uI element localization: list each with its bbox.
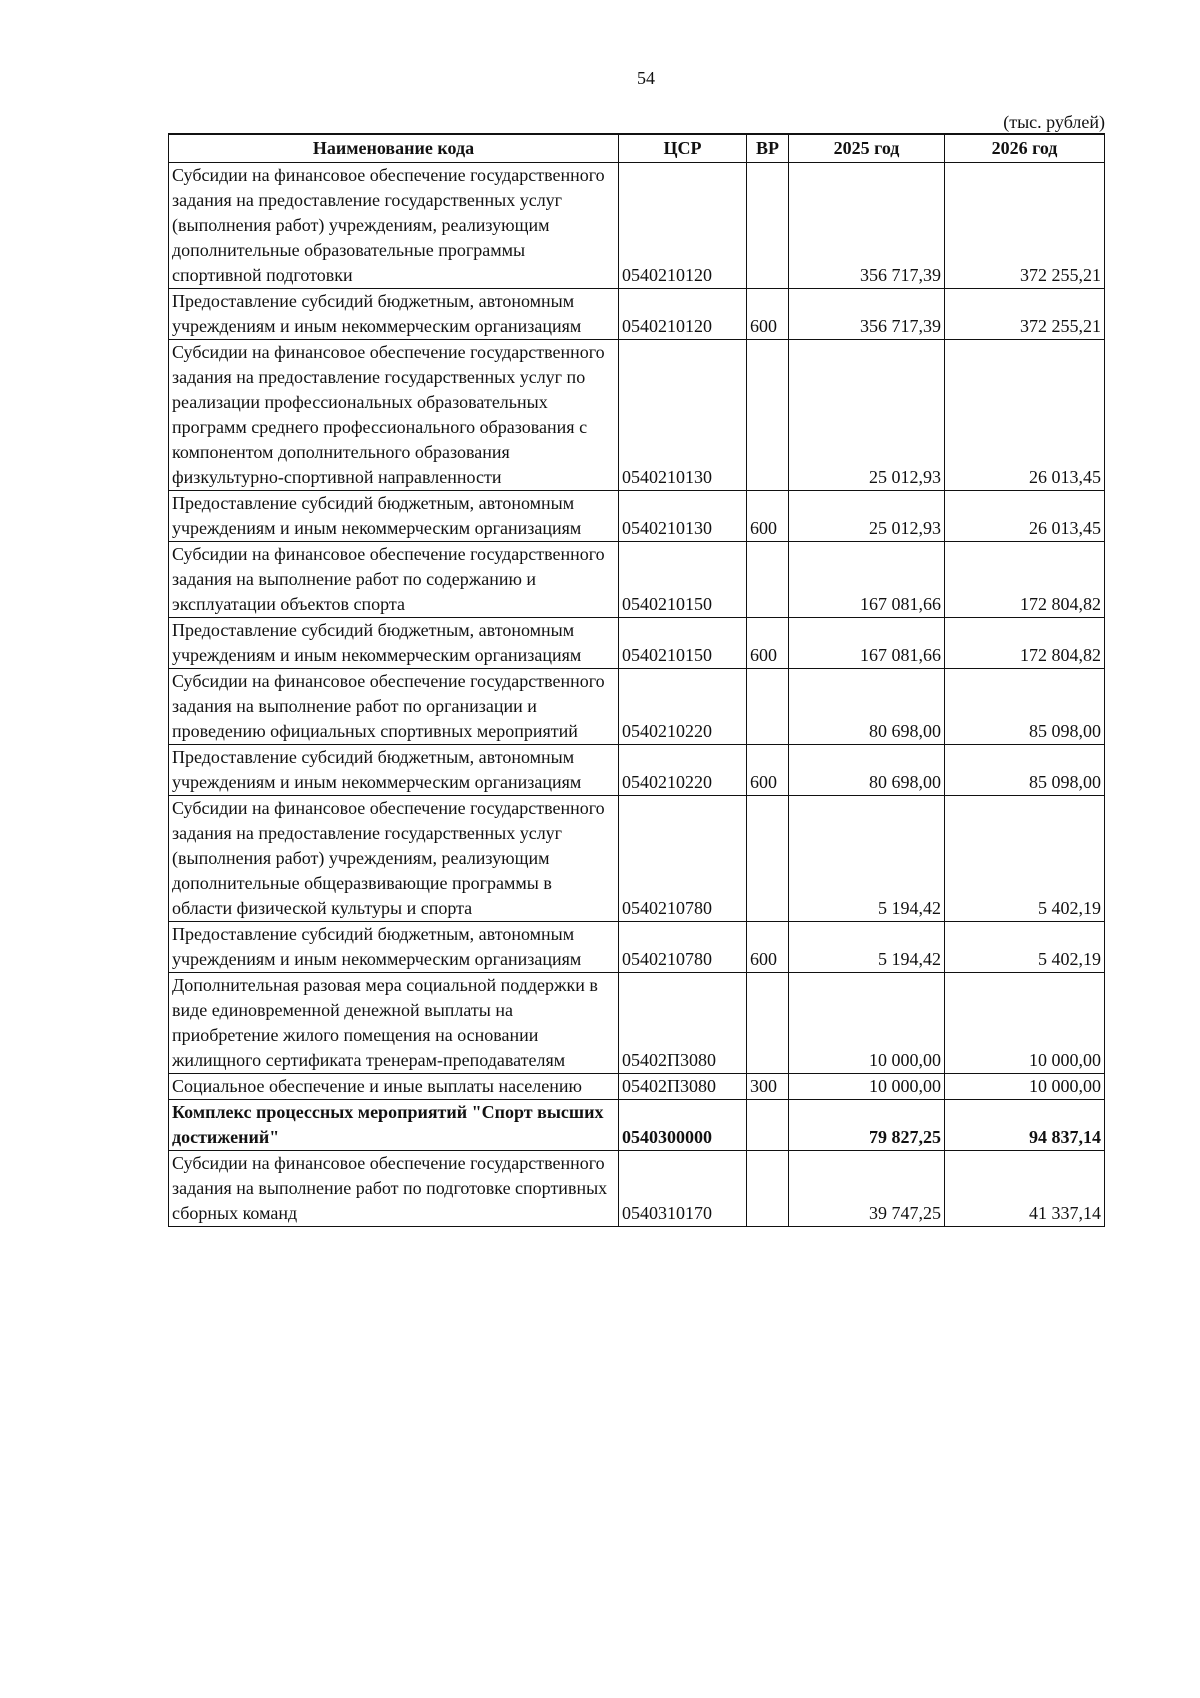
cell-2025: 5 194,42 <box>789 922 945 973</box>
cell-vr: 300 <box>747 1074 789 1100</box>
cell-2025: 25 012,93 <box>789 340 945 491</box>
cell-2025: 80 698,00 <box>789 745 945 796</box>
cell-name: Субсидии на финансовое обеспечение государственного задания на выполнение работ по подготовке спортивных сборных команд <box>169 1151 619 1227</box>
cell-csr: 0540210130 <box>619 491 747 542</box>
table-row <box>169 745 1105 796</box>
cell-vr: 600 <box>747 922 789 973</box>
cell-vr <box>747 1151 789 1227</box>
table-row <box>169 1100 1105 1151</box>
cell-vr: 600 <box>747 289 789 340</box>
cell-csr: 0540210130 <box>619 340 747 491</box>
table-row <box>169 1074 1105 1100</box>
cell-csr: 0540300000 <box>619 1100 747 1151</box>
table-row <box>169 289 1105 340</box>
cell-name: Субсидии на финансовое обеспечение государственного задания на предоставление государственных услуг по реализации профессиональных образовательных программ среднего профессионального образования с компонентом дополнительного образования физкультурно-спортивной направленности <box>169 340 619 491</box>
table-row <box>169 491 1105 542</box>
cell-csr: 0540310170 <box>619 1151 747 1227</box>
cell-vr <box>747 669 789 745</box>
table-row <box>169 340 1105 491</box>
cell-2026: 94 837,14 <box>945 1100 1105 1151</box>
cell-vr: 600 <box>747 745 789 796</box>
cell-vr <box>747 973 789 1074</box>
table-row <box>169 542 1105 618</box>
cell-2025: 25 012,93 <box>789 491 945 542</box>
table-row <box>169 922 1105 973</box>
table-row <box>169 1151 1105 1227</box>
cell-vr: 600 <box>747 491 789 542</box>
cell-2026: 26 013,45 <box>945 340 1105 491</box>
cell-csr: 0540210780 <box>619 922 747 973</box>
cell-name: Субсидии на финансовое обеспечение государственного задания на выполнение работ по организации и проведению официальных спортивных мероприятий <box>169 669 619 745</box>
cell-name: Субсидии на финансовое обеспечение государственного задания на предоставление государственных услуг (выполнения работ) учреждениям, реализующим дополнительные общеразвивающие программы в области физической культуры и спорта <box>169 796 619 922</box>
cell-2025: 167 081,66 <box>789 618 945 669</box>
cell-name: Социальное обеспечение и иные выплаты населению <box>169 1074 619 1100</box>
cell-name: Дополнительная разовая мера социальной поддержки в виде единовременной денежной выплаты на приобретение жилого помещения на основании жилищного сертификата тренерам-преподавателям <box>169 973 619 1074</box>
cell-2025: 356 717,39 <box>789 163 945 289</box>
header-vr: ВР <box>747 134 789 163</box>
cell-2025: 79 827,25 <box>789 1100 945 1151</box>
table-body <box>169 163 1105 1227</box>
cell-name: Предоставление субсидий бюджетным, автономным учреждениям и иным некоммерческим организациям <box>169 289 619 340</box>
cell-2026: 85 098,00 <box>945 745 1105 796</box>
cell-csr: 0540210780 <box>619 796 747 922</box>
cell-2026: 172 804,82 <box>945 618 1105 669</box>
cell-2026: 85 098,00 <box>945 669 1105 745</box>
cell-csr: 05402П3080 <box>619 973 747 1074</box>
cell-csr: 0540210120 <box>619 163 747 289</box>
cell-csr: 0540210150 <box>619 618 747 669</box>
table-row <box>169 973 1105 1074</box>
cell-csr: 05402П3080 <box>619 1074 747 1100</box>
cell-2026: 26 013,45 <box>945 491 1105 542</box>
cell-2026: 5 402,19 <box>945 922 1105 973</box>
cell-csr: 0540210220 <box>619 745 747 796</box>
cell-2025: 10 000,00 <box>789 1074 945 1100</box>
table-row <box>169 796 1105 922</box>
cell-vr <box>747 340 789 491</box>
page-number: 54 <box>637 68 655 88</box>
cell-2026: 10 000,00 <box>945 973 1105 1074</box>
budget-table <box>168 133 1105 1227</box>
cell-name: Субсидии на финансовое обеспечение государственного задания на выполнение работ по содержанию и эксплуатации объектов спорта <box>169 542 619 618</box>
cell-2025: 167 081,66 <box>789 542 945 618</box>
cell-vr <box>747 796 789 922</box>
header-name: Наименование кода <box>169 134 619 163</box>
cell-2026: 172 804,82 <box>945 542 1105 618</box>
header-csr: ЦСР <box>619 134 747 163</box>
cell-2025: 5 194,42 <box>789 796 945 922</box>
units-label: (тыс. рублей) <box>1003 112 1105 132</box>
cell-csr: 0540210120 <box>619 289 747 340</box>
table-row <box>169 163 1105 289</box>
cell-vr <box>747 163 789 289</box>
cell-2026: 372 255,21 <box>945 163 1105 289</box>
header-2025: 2025 год <box>789 134 945 163</box>
cell-name: Предоставление субсидий бюджетным, автономным учреждениям и иным некоммерческим организациям <box>169 618 619 669</box>
cell-name: Предоставление субсидий бюджетным, автономным учреждениям и иным некоммерческим организациям <box>169 491 619 542</box>
cell-2026: 372 255,21 <box>945 289 1105 340</box>
cell-2026: 41 337,14 <box>945 1151 1105 1227</box>
cell-name: Предоставление субсидий бюджетным, автономным учреждениям и иным некоммерческим организациям <box>169 745 619 796</box>
cell-2025: 356 717,39 <box>789 289 945 340</box>
table-row <box>169 669 1105 745</box>
cell-name: Предоставление субсидий бюджетным, автономным учреждениям и иным некоммерческим организациям <box>169 922 619 973</box>
cell-name: Субсидии на финансовое обеспечение государственного задания на предоставление государственных услуг (выполнения работ) учреждениям, реализующим дополнительные образовательные программы спортивной подготовки <box>169 163 619 289</box>
cell-csr: 0540210150 <box>619 542 747 618</box>
cell-csr: 0540210220 <box>619 669 747 745</box>
table-header-row <box>169 134 1105 163</box>
cell-vr <box>747 542 789 618</box>
cell-vr <box>747 1100 789 1151</box>
cell-2025: 10 000,00 <box>789 973 945 1074</box>
cell-2026: 10 000,00 <box>945 1074 1105 1100</box>
cell-vr: 600 <box>747 618 789 669</box>
header-2026: 2026 год <box>945 134 1105 163</box>
cell-2026: 5 402,19 <box>945 796 1105 922</box>
cell-name: Комплекс процессных мероприятий "Спорт высших достижений" <box>169 1100 619 1151</box>
table-row <box>169 618 1105 669</box>
cell-2025: 39 747,25 <box>789 1151 945 1227</box>
cell-2025: 80 698,00 <box>789 669 945 745</box>
